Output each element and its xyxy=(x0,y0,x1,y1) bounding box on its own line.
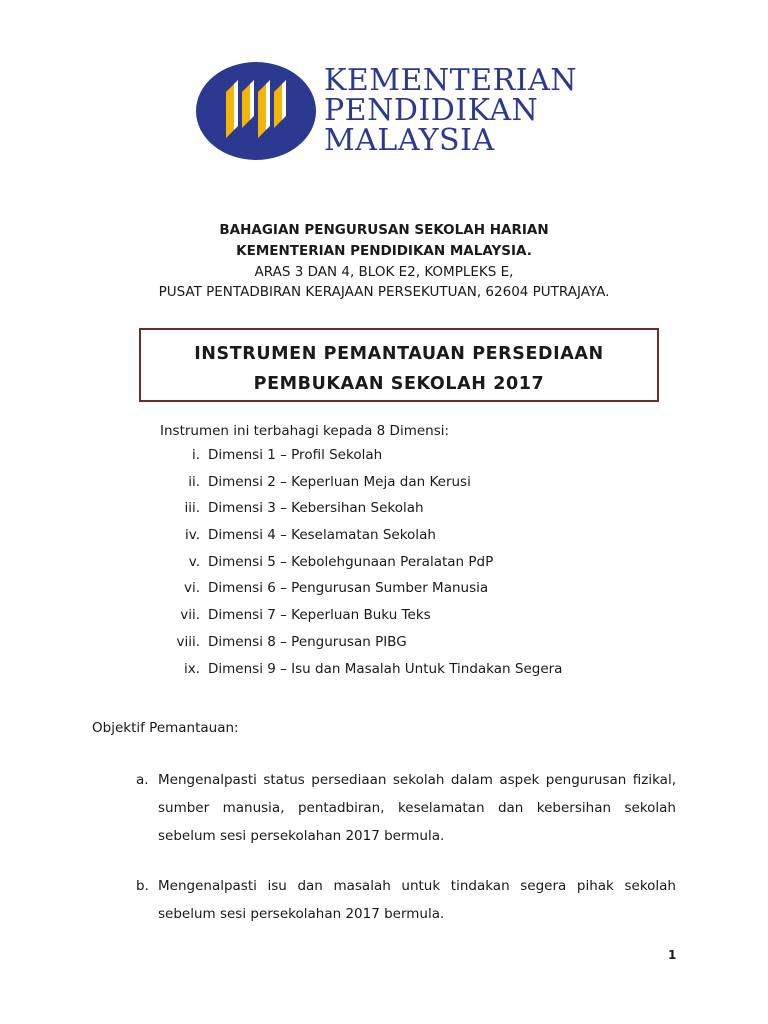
address-header xyxy=(0,220,768,302)
list-item-text: Dimensi 5 – Kebolehgunaan Peralatan PdP xyxy=(208,553,494,570)
list-item-text: Dimensi 9 – Isu dan Masalah Untuk Tindakan Segera xyxy=(208,660,563,677)
list-item xyxy=(150,580,670,607)
objectives-heading: Objektif Pemantauan: xyxy=(92,720,239,736)
list-item xyxy=(150,554,670,581)
objective-item xyxy=(136,872,676,928)
list-item-text: Dimensi 2 – Keperluan Meja dan Kerusi xyxy=(208,473,471,490)
ministry-wordmark xyxy=(324,63,577,158)
division-name: BAHAGIAN PENGURUSAN SEKOLAH HARIAN xyxy=(219,222,549,238)
list-item xyxy=(150,661,670,688)
list-item-number: viii. xyxy=(176,633,200,650)
list-item xyxy=(150,634,670,661)
list-item-number: iv. xyxy=(185,527,200,544)
wordmark-line-3: MALAYSIA xyxy=(324,123,495,158)
objective-letter: a. xyxy=(136,772,149,788)
list-item-text: Dimensi 4 – Keselamatan Sekolah xyxy=(208,527,436,544)
list-item-number: v. xyxy=(188,553,200,570)
list-item-text: Dimensi 8 – Pengurusan PIBG xyxy=(208,633,407,650)
wordmark-line-1: KEMENTERIAN xyxy=(324,63,577,98)
list-item xyxy=(150,607,670,634)
list-item-number: ix. xyxy=(183,660,200,677)
list-item-text: Dimensi 6 – Pengurusan Sumber Manusia xyxy=(208,580,489,597)
objective-letter: b. xyxy=(136,878,149,894)
wordmark-line-2: PENDIDIKAN xyxy=(324,93,539,128)
list-item-number: i. xyxy=(191,447,200,463)
list-item xyxy=(150,474,670,501)
document-title-box xyxy=(139,328,659,402)
list-item-text: Dimensi 7 – Keperluan Buku Teks xyxy=(208,607,431,624)
list-item-number: vii. xyxy=(180,607,200,624)
list-item-text: Dimensi 1 – Profil Sekolah xyxy=(208,447,383,463)
list-item-text: Dimensi 3 – Kebersihan Sekolah xyxy=(208,500,424,517)
title-line-1: INSTRUMEN PEMANTAUAN PERSEDIAAN xyxy=(194,344,604,364)
title-line-2: PEMBUKAAN SEKOLAH 2017 xyxy=(253,374,545,394)
dimension-list xyxy=(150,447,670,687)
list-item xyxy=(150,527,670,554)
list-item xyxy=(150,447,670,474)
list-item xyxy=(150,500,670,527)
ministry-logo xyxy=(196,62,576,172)
list-item-number: vi. xyxy=(183,580,200,597)
objective-text: Mengenalpasti isu dan masalah untuk tindakan segera pihak sekolah sebelum sesi persekolahan 2017 bermula. xyxy=(158,878,676,922)
ministry-name: KEMENTERIAN PENDIDIKAN MALAYSIA. xyxy=(236,243,532,259)
objective-item xyxy=(136,766,676,850)
address-line-1: ARAS 3 DAN 4, BLOK E2, KOMPLEKS E, xyxy=(254,264,514,280)
list-item-number: ii. xyxy=(188,473,200,490)
objective-text: Mengenalpasti status persediaan sekolah dalam aspek pengurusan fizikal, sumber manusia, pentadbiran, keselamatan dan kebersihan sekolah sebelum sesi persekolahan 2017 bermula. xyxy=(158,772,676,844)
ministry-emblem-icon xyxy=(196,62,316,160)
page-number: 1 xyxy=(668,948,677,962)
intro-text: Instrumen ini terbahagi kepada 8 Dimensi: xyxy=(160,423,450,439)
address-line-2: PUSAT PENTADBIRAN KERAJAAN PERSEKUTUAN, 62604 PUTRAJAYA. xyxy=(158,284,610,300)
list-item-number: iii. xyxy=(184,500,200,517)
